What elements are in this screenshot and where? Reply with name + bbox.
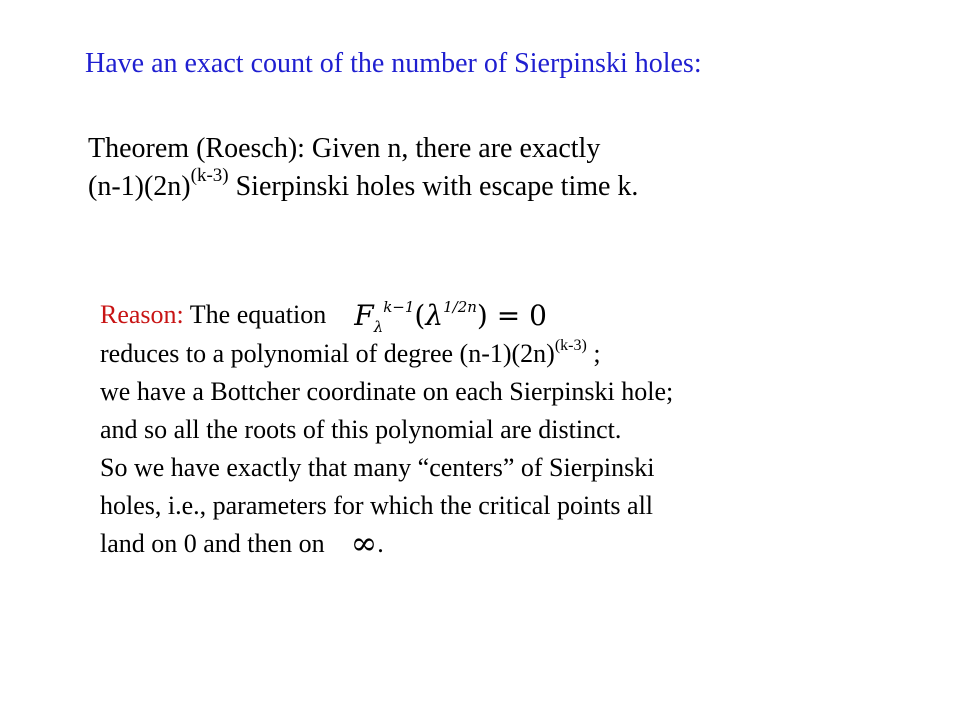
reason-intro: The equation [183,300,327,329]
theorem-line-2-tail: Sierpinski holes with escape time k. [228,171,639,202]
theorem-block [88,130,638,206]
equation-function: F [354,299,374,332]
theorem-line-2 [88,165,639,206]
reason-line-7: land on 0 and then on ∞. [100,524,384,562]
reason-line-5: So we have exactly that many “centers” of Sierpinski [100,453,655,482]
equation-subscript: λ [373,318,384,336]
reason-line-2-tail: ; [586,339,601,368]
slide-title: Have an exact count of the number of Sierpinski holes: [85,48,702,79]
reason-block [100,296,673,563]
theorem-line-1: Theorem (Roesch): Given n, there are exactly [88,133,601,164]
reason-line-3: we have a Bottcher coordinate on each Sierpinski hole; [100,377,674,406]
reason-label: Reason: [100,300,184,329]
reason-line-2 [100,335,673,373]
reason-line-7-end: . [377,529,384,558]
equation-base: λ [425,299,444,332]
equation-exponent: 1/2n [443,298,477,316]
equation-open-paren: ( [414,299,426,332]
theorem-count-exponent: (k-3) [190,165,229,186]
reason-line-7-text: land on 0 and then on [100,529,325,558]
reason-degree-exponent: (k-3) [554,337,587,354]
reason-line-4: and so all the roots of this polynomial are distinct. [100,415,622,444]
equation-superscript: k−1 [383,298,415,316]
reason-degree-text: reduces to a polynomial of degree (n-1)(2n) [100,339,555,368]
equation-formula [354,297,547,335]
reason-line-1 [100,296,673,335]
reason-line-6: holes, i.e., parameters for which the critical points all [100,491,654,520]
theorem-count-base: (n-1)(2n) [88,171,191,202]
equation-rhs: ) = 0 [476,299,547,332]
